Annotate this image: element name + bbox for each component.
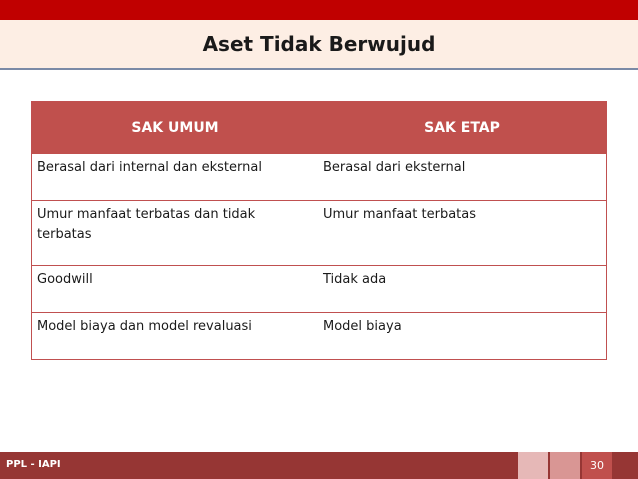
title-band bbox=[0, 20, 638, 70]
table-row bbox=[32, 201, 607, 266]
table-cell: Model biaya dan model revaluasi bbox=[32, 313, 319, 360]
table-cell: Goodwill bbox=[32, 266, 319, 313]
table-header-row bbox=[32, 102, 607, 155]
table-row bbox=[32, 154, 607, 201]
table-cell: Model biaya bbox=[318, 313, 607, 360]
slide-title: Aset Tidak Berwujud bbox=[202, 32, 436, 56]
header-sak-umum: SAK UMUM bbox=[32, 102, 319, 155]
table-row bbox=[32, 266, 607, 313]
top-accent-bar bbox=[0, 0, 638, 20]
footer-label: PPL - IAPI bbox=[6, 459, 61, 470]
footer-decor-square bbox=[518, 452, 548, 479]
table-cell: Berasal dari internal dan eksternal bbox=[32, 154, 319, 201]
table-cell: Tidak ada bbox=[318, 266, 607, 313]
comparison-table bbox=[31, 101, 607, 360]
table-cell: Umur manfaat terbatas dan tidak terbatas bbox=[32, 201, 319, 266]
footer-decor-square bbox=[550, 452, 580, 479]
table-cell: Berasal dari eksternal bbox=[318, 154, 607, 201]
header-sak-etap: SAK ETAP bbox=[318, 102, 607, 155]
footer-decor-square bbox=[614, 452, 638, 479]
table-cell: Umur manfaat terbatas bbox=[318, 201, 607, 266]
page-number: 30 bbox=[590, 459, 604, 472]
table-row bbox=[32, 313, 607, 360]
